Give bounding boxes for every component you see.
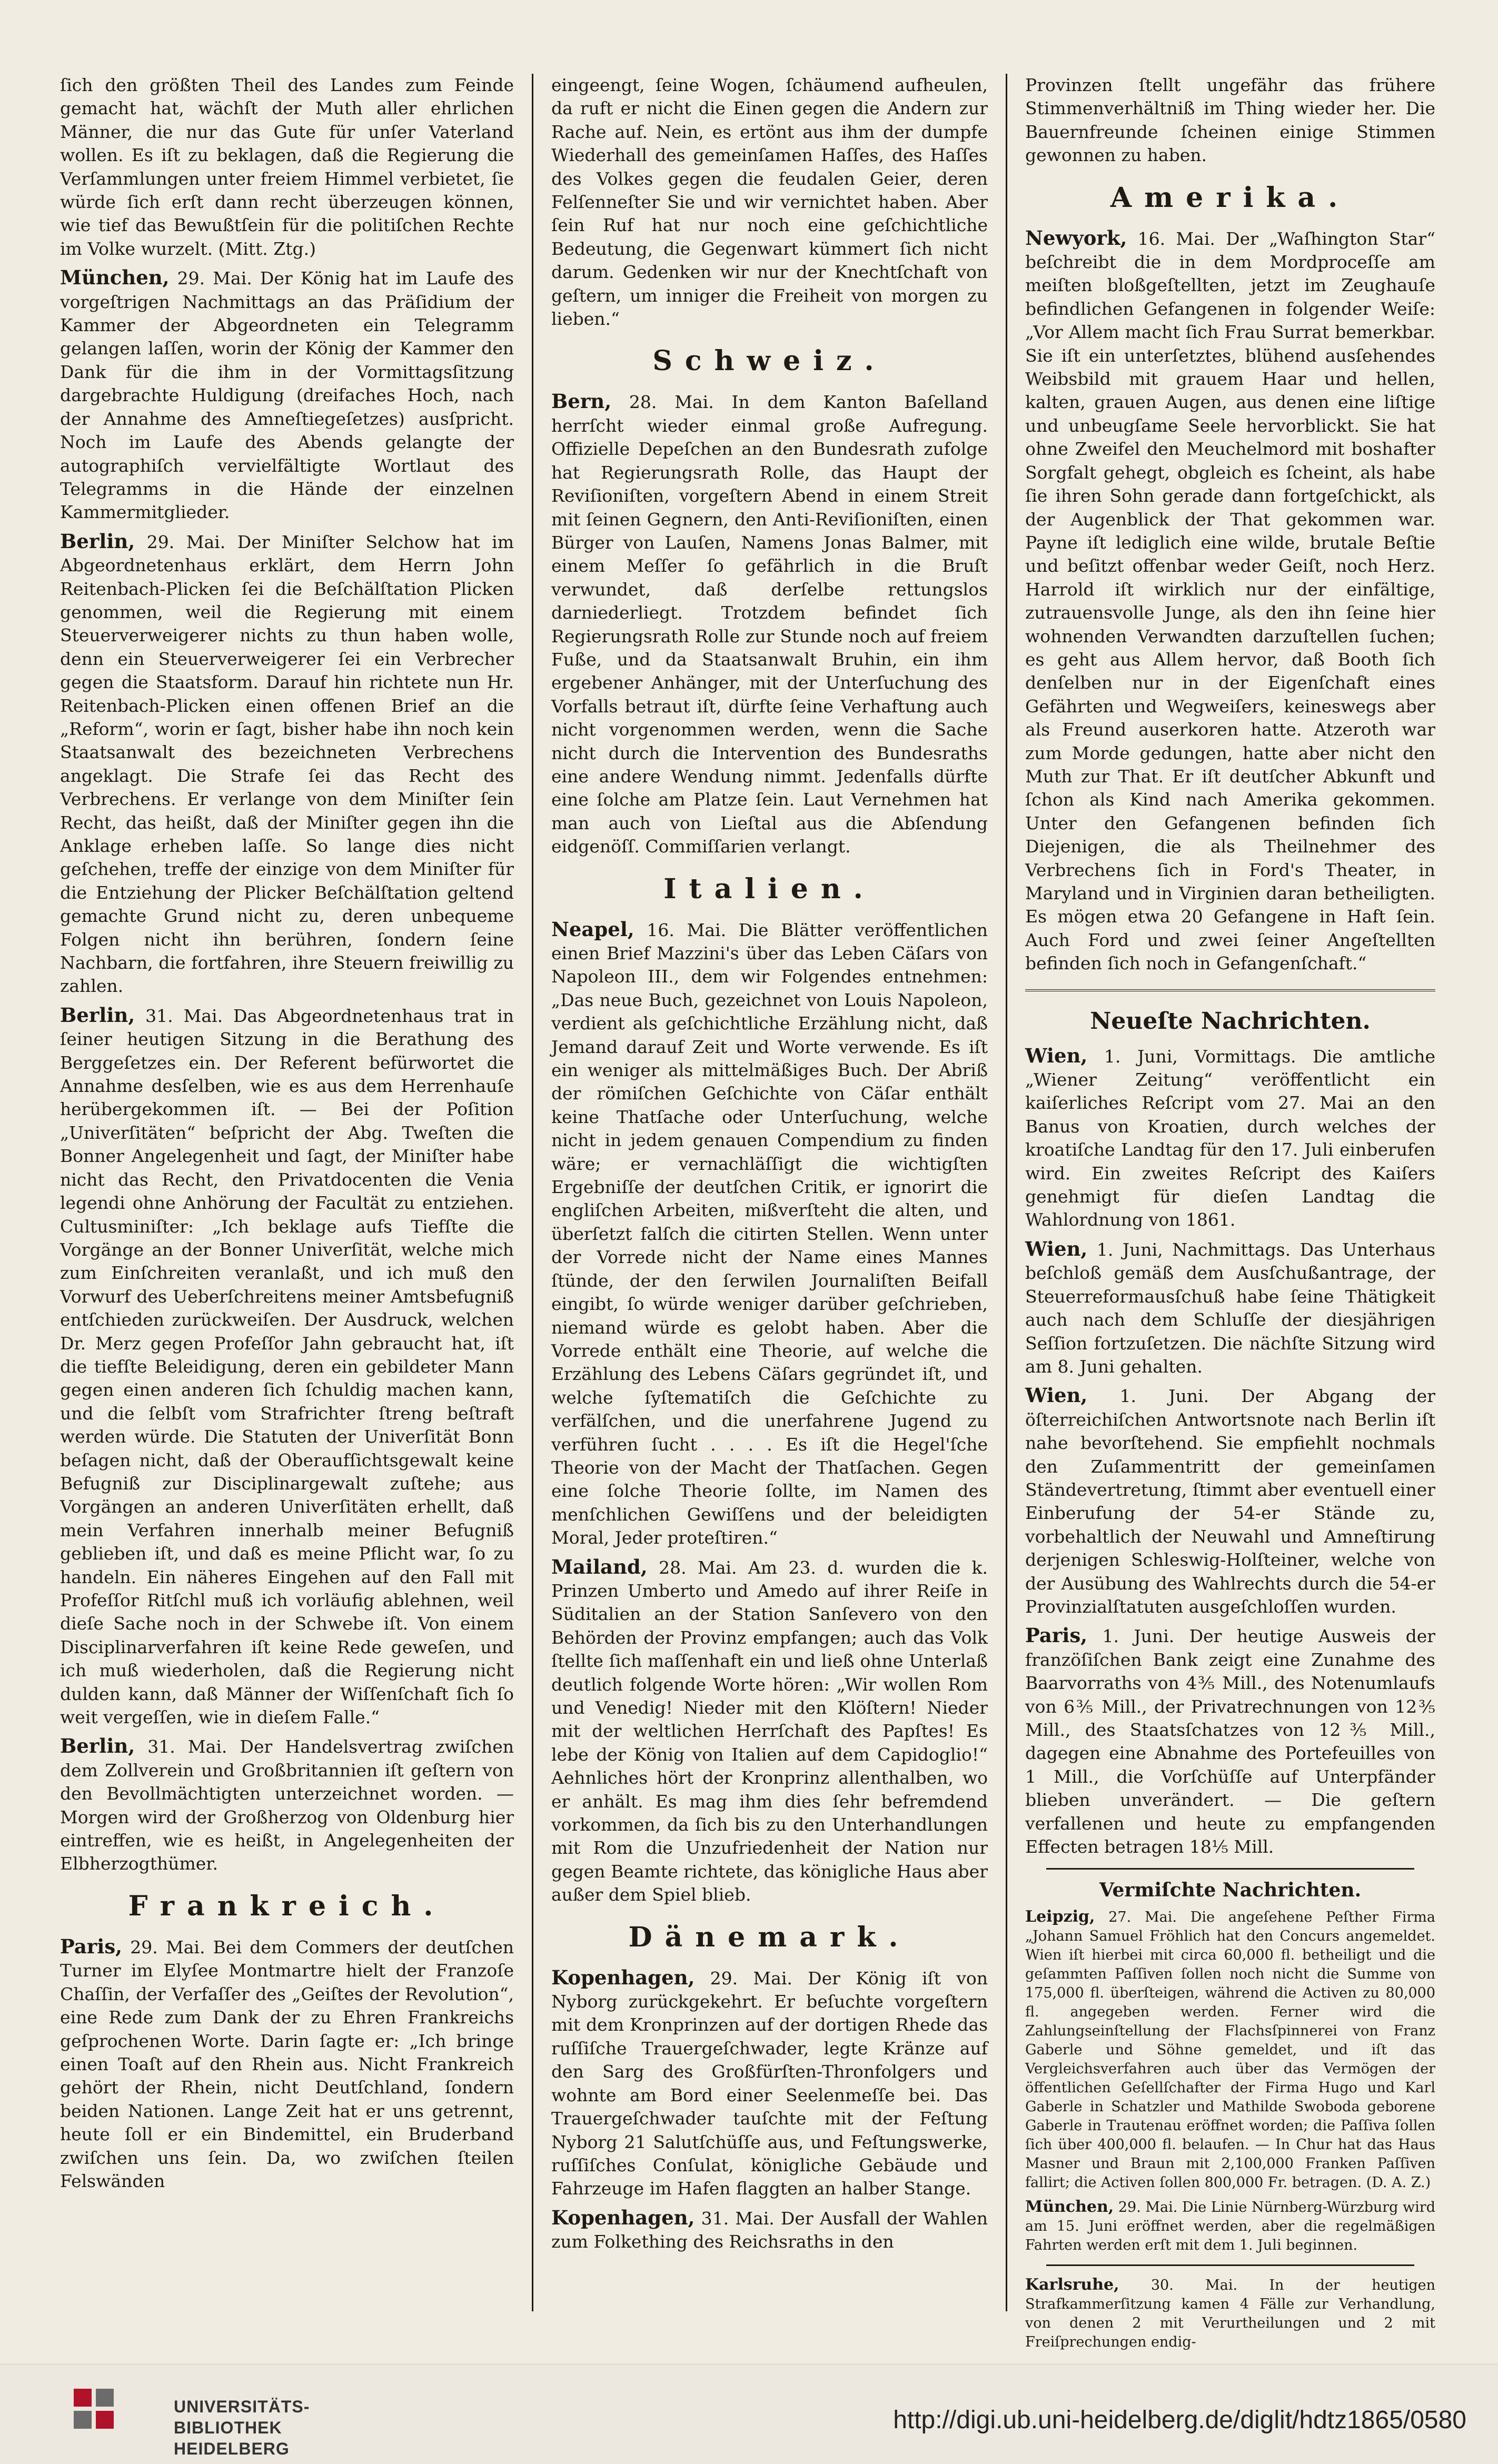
article-paragraph [60, 1004, 514, 1730]
article-text: 1. Juni, Vormittags. Die amtliche „Wiener Zeitung“ veröffentlicht ein kaiſerliches Reſcript vom 27. Mai an den Banus von Kroatien, durch welches der kroatiſche Landtag für den 17. Juli einberufen wird. Ein zweites Reſcript des Kaiſers genehmigt für dieſen Landtag die Wahlordnung von 1861. [1025, 1046, 1435, 1230]
article-paragraph [60, 530, 514, 998]
university-library-logo-icon [68, 2383, 163, 2452]
section-heading: Schweiz. [652, 345, 887, 377]
divider-rule [1046, 1868, 1414, 1870]
article-paragraph [551, 390, 988, 858]
article-text: 1. Juni. Der Abgang der öſterreichiſchen Antwortsnote nach Berlin iſt nahe bevorſtehend. Sie empfiehlt nochmals den Zuſammentritt der gemeinſamen Ständevertretung, ſtimmt aber eventuell einer Einberufung der 54-er Stände zu, vorbehaltlich der Neuwahl und Amneſtirung derjenigen Schleswig-Holſteiner, welche von der Ausübung des Wahlrechts durch die 54-er Provinzialſtatuten ausgeſchloſſen wurden. [1025, 1386, 1435, 1617]
article-text: 29. Mai. Der König iſt von Nyborg zurückgekehrt. Er beſuchte vorgeſtern mit dem Kronprinzen auf der dortigen Rhede das ruſſiſche Trauergeſchwader, legte Kränze auf den Sarg des Großfürſten-Thronfolgers und wohnte am Bord einer Seelenmeſſe bei. Das Trauergeſchwader tauſchte mit der Feſtung Nyborg 21 Salutſchüſſe aus, und Feſtungswerke, ruſſiſches Conſulat, königliche Gebäude und Fahrzeuge im Hafen flaggten an halber Stange. [551, 1968, 988, 2199]
institution-line-2: BIBLIOTHEK [174, 2418, 282, 2437]
article-paragraph [60, 1935, 514, 2193]
dateline: Berlin, [60, 529, 135, 553]
dateline: Paris, [60, 1934, 123, 1958]
dateline: München, [60, 266, 170, 290]
dateline: Wien, [1025, 1044, 1088, 1067]
small-print-block [1025, 2276, 1435, 2352]
article-paragraph [1025, 1384, 1435, 1618]
divider-rule [1046, 2264, 1414, 2266]
dateline: Mailand, [551, 1555, 648, 1578]
permalink-url[interactable]: http://digi.ub.uni-heidelberg.de/diglit/hdtz1865/0580 [893, 2406, 1466, 2434]
miscellaneous-heading: Vermiſchte Nachrichten. [1099, 1879, 1362, 1902]
article-text: 27. Mai. Die angeſehene Peſther Firma „Johann Samuel Fröhlich hat den Concurs angemeldet. Wien iſt hierbei mit circa 60,000 fl. betheiligt und die geſammten Paſſiven ſollen noch nicht die Summe von 175,000 fl. überſteigen, während die Activen zu 80,000 fl. angegeben werden. Ferner wird die Zahlungseinſtellung der Flachsſpinnerei von Franz Gaberle und Söhne gemeldet, und iſt das Vergleichsverfahren auch über das Vermögen der öffentlichen Geſellſchafter der Firma Hugo und Karl Gaberle in Schatzler und Mathilde Swoboda geborene Gaberle in Trautenau eröffnet worden; die Paſſiva ſollen ſich über 400,000 fl. belaufen. — In Chur hat das Haus Masner und Braun mit 2,100,000 Franken Paſſiven fallirt; die Activen ſollen 800,000 Fr. betragen. (D. A. Z.) [1025, 1909, 1435, 2191]
article-paragraph [551, 918, 988, 1550]
divider-rule [1025, 989, 1435, 993]
article-text: 29. Mai. Der König hat im Laufe des vorgeſtrigen Nachmittags an das Präſidium der Kammer der Abgeordneten ein Telegramm gelangen laſſen, worin der König der Kammer den Dank für die ihm in der Vormittagsſitzung dargebrachte Huldigung (dreifaches Hoch, nach der Annahme des Amneſtiegeſetzes) ausſpricht. Noch im Laufe des Abends gelangte der autographiſch vervielfältigte Wortlaut des Telegramms in die Hände der einzelnen Kammermitglieder. [60, 268, 514, 523]
institution-line-3: HEIDELBERG [174, 2439, 290, 2458]
newspaper-page [42, 74, 1453, 2351]
article-paragraph [1025, 2198, 1435, 2255]
article-paragraph [551, 1555, 988, 1907]
article-paragraph [551, 2206, 988, 2254]
article-text: 16. Mai. Die Blätter veröffentlichen einen Brief Mazzini's über das Leben Cäſars von Napoleon III., dem wir Folgendes entnehmen: „Das neue Buch, gezeichnet von Louis Napoleon, verdient als geſchichtliche Erzählung nicht, daß Jemand darauf Zeit und Worte verwende. Es iſt ein weniger als mittelmäßiges Buch. Der Abriß der römiſchen Geſchichte von Cäſar enthält keine Thatſache oder Unterſuchung, welche nicht in jedem genauen Compendium zu finden wäre; er vernachläſſigt die wichtigſten Ergebniſſe der deutſchen Critik, er ignorirt die engliſchen Arbeiten, mißverſteht die alten, und überſetzt falſch die citirten Stellen. Wenn unter der Vorrede nicht der Name eines Mannes ſtünde, der den ſerwilen Journaliſten Beifall eingibt, ſo würde weniger darüber geſchrieben, niemand würde es gelobt haben. Aber die Vorrede enthält eine Theorie, auf welche die Erzählung des Lebens Cäſars gegründet iſt, und welche ſyſtematiſch die Geſchichte zu verfälſchen, und die unerfahrene Jugend zu verführen ſucht . . . . Es iſt die Hegel'ſche Theorie von der Macht der Thatſachen. Gegen eine ſolche Theorie ſollte, im Namen des menſchlichen Gewiſſens und der beleidigten Moral, Jeder proteſtiren.“ [551, 919, 988, 1548]
latest-news-heading: Neueſte Nachrichten. [1090, 1007, 1371, 1035]
article-text: 1. Juni. Der heutige Ausweis der franzöſiſchen Bank zeigt eine Zunahme des Baarvorraths von 4⅗ Mill., des Notenumlaufs von 6⅗ Mill., der Privatrechnungen von 12⅗ Mill., des Staatsſchatzes von 12⅗ Mill., dagegen eine Abnahme des Portefeuilles von 1 Mill., die Vorſchüſſe auf Unterpfänder blieben unverändert. — Die geſtern verfallenen und heute zu empfangenden Effecten betragen 18⅕ Mill. [1025, 1626, 1435, 1857]
article-text: ſich den größten Theil des Landes zum Feinde gemacht hat, wächſt der Muth aller ehrlichen Männer, die nur das Gute für unſer Vaterland wollen. Es iſt zu beklagen, daß die Regierung die Verſammlungen unter freiem Himmel verbietet, ſie würde ſich erſt dann recht überzeugen können, wie tief das Bewußtſein für die politiſchen Rechte im Volke wurzelt. (Mitt. Ztg.) [60, 75, 514, 259]
article-text: Provinzen ſtellt ungefähr das frühere Stimmenverhältniß im Thing wieder her. Die Bauernfreunde ſcheinen einige Stimmen gewonnen zu haben. [1025, 75, 1435, 166]
article-text: 30. Mai. In der heutigen Strafkammerſitzung kamen 4 Fälle zur Verhandlung, von denen 2 mit Verurtheilungen und 2 mit Freiſprechungen endig- [1025, 2277, 1435, 2351]
dateline: Leipzig, [1025, 1907, 1095, 1926]
article-paragraph [1025, 2276, 1435, 2352]
small-print-block [1025, 1907, 1435, 2255]
article-text: 28. Mai. Am 23. d. wurden die k. Prinzen Umberto und Amedo auf ihrer Reiſe in Süditalien an der Station Sanſevero von den Behörden der Provinz empfangen; auch das Volk ſtellte ſich maſſenhaft ein und ließ ohne Unterlaß deutlich folgende Worte hören: „Wir wollen Rom und Venedig! Nieder mit den Klöſtern! Nieder mit der weltlichen Herrſchaft des Papſtes! Es lebe der König von Italien auf dem Capidoglio!“ Aehnliches hört der Kronprinz allenthalben, wo er anhält. Es mag ihm dies ſehr befremdend vorkommen, da ſich bis zu den Unterhandlungen mit Rom die Unzufriedenheit der Nation nur gegen Beamte richtete, das königliche Haus aber außer dem Spiel blieb. [551, 1557, 988, 1905]
article-paragraph [60, 74, 514, 261]
section-heading: Italien. [663, 872, 876, 905]
dateline: Neapel, [551, 917, 634, 941]
column-right [1006, 74, 1453, 2351]
article-text: 31. Mai. Das Abgeordnetenhaus trat in ſeiner heutigen Sitzung in die Berathung des Berggeſetzes ein. Der Referent befürwortet die Annahme desſelben, wie es aus dem Herrenhauſe herübergekommen iſt. — Bei der Poſition „Univerſitäten“ beſpricht der Abg. Tweſten die Bonner Angelegenheit und ſagt, der Miniſter habe nicht das Recht, den Privatdocenten die Venia legendi ohne Anhörung der Facultät zu entziehen. Cultusminiſter: „Ich beklage aufs Tiefſte die Vorgänge an der Bonner Univerſität, welche mich zum Einſchreiten veranlaßt, und ich muß den Vorwurf des Ueberſchreitens meiner Amtsbefugniß entſchieden zurückweiſen. Der Ausdruck, welchen Dr. Merz gegen Profeſſor Jahn gebraucht hat, iſt die tiefſte Beleidigung, deren ein gebildeter Mann gegen einen anderen ſich ſchuldig machen kann, und die ſelbſt vom Strafrichter ſtreng beſtraft werden würde. Die Statuten der Univerſität Bonn beſagen nicht, daß der Oberaufſichtsgewalt keine Befugniß zur Disciplinargewalt zuſtehe; aus Vorgängen an anderen Univerſitäten erhellt, daß mein Verfahren innerhalb meiner Befugniß geblieben iſt, und daß es meine Pflicht war, ſo zu handeln. Ein näheres Eingehen auf den Fall mit Profeſſor Ritſchl muß ich vorläufig ablehnen, weil dieſe Sache noch in der Schwebe iſt. Von einem Disciplinarverfahren iſt keine Rede geweſen, und ich muß wiederholen, daß die Regierung nicht dulden kann, daß Männer der Wiſſenſchaft ſich ſo weit vergeſſen, wie in dieſem Falle.“ [60, 1005, 514, 1728]
article-paragraph [551, 74, 988, 331]
article-text: 29. Mai. Bei dem Commers der deutſchen Turner im Elyſee Montmartre hielt der Franzoſe Chaſſin, der Verfaſſer des „Geiſtes der Revolution“, eine Rede zum Dank der zu Ehren Frankreichs geſprochenen Worte. Darin ſagte er: „Ich bringe einen Toaſt auf den Rhein aus. Nicht Frankreich gehört der Rhein, nicht Deutſchland, ſondern beiden Nationen. Lange Zeit hat er uns getrennt, heute ſoll er ein Bindemittel, ein Bruderband zwiſchen uns ſein. Da, wo zwiſchen ſteilen Felswänden [60, 1936, 514, 2191]
dateline: Kopenhagen, [551, 1965, 695, 1989]
article-paragraph [1025, 74, 1435, 167]
dateline: Wien, [1025, 1384, 1088, 1407]
dateline: Berlin, [60, 1734, 135, 1758]
dateline: Berlin, [60, 1003, 135, 1027]
dateline: Wien, [1025, 1237, 1088, 1260]
article-text: 29. Mai. Der Miniſter Selchow hat im Abgeordnetenhaus erklärt, dem Herrn John Reitenbach-Plicken ſei die Beſchälſtation Plicken genommen, weil die Regierung mit einem Steuerverweigerer nichts zu thun haben wolle, denn ein Steuerverweigerer ſei ein Verbrecher gegen die Staatsform. Darauf hin richtete nun Hr. Reitenbach-Plicken einen offenen Brief an die „Reform“, worin er ſagt, bisher habe ihn noch kein Staatsanwalt des bezeichneten Verbrechens angeklagt. Die Strafe ſei das Recht des Verbrechens. Er verlange von dem Miniſter ſein Recht, das heißt, daß der Miniſter gegen ihn die Anklage erheben laſſe. So lange dies nicht geſchehen, treffe der einzige von dem Miniſter für die Entziehung der Plicker Beſchälſtation geltend gemachte Grund nicht zu, deren unbequeme Folgen nicht ihn berühren, ſondern ſeine Nachbarn, die fortfahren, ihre Steuern freiwillig zu zahlen. [60, 531, 514, 997]
article-text: 29. Mai. Die Linie Nürnberg-Würzburg wird am 15. Juni eröffnet werden, aber die regelmäßigen Fahrten werden erſt mit dem 1. Juli beginnen. [1025, 2199, 1435, 2254]
article-text: 28. Mai. In dem Kanton Baſelland herrſcht wieder einmal große Aufregung. Offizielle Depeſchen an den Bundesrath zufolge hat Regierungsrath Rolle, das Haupt der Reviſioniſten, vorgeſtern Abend in einem Streit mit ſeinen Gegnern, den Anti-Reviſioniſten, einen Bürger von Lauſen, Namens Jonas Balmer, mit einem Meſſer ſo gefährlich in die Bruſt verwundet, daß derſelbe rettungslos darniederliegt. Trotzdem befindet ſich Regierungsrath Rolle zur Stunde noch auf freiem Fuße, und da Staatsanwalt Bruhin, ein ihm ergebener Anhänger, mit der Unterſuchung des Vorfalls betraut iſt, dürfte ſeine Verhaftung auch nicht vorgenommen werden, wenn die Sache nicht durch die Intervention des Bundesraths eine andere Wendung nimmt. Jedenfalls dürfte eine ſolche am Platze ſein. Laut Vernehmen hat man auch von Lieſtal aus die Abſendung eidgenöſſ. Commiſſarien verlangt. [551, 392, 988, 857]
column-middle [532, 74, 1006, 2311]
dateline: Karlsruhe, [1025, 2276, 1119, 2294]
institution-name [174, 2396, 310, 2459]
article-paragraph [1025, 226, 1435, 976]
article-text: 31. Mai. Der Ausfall der Wahlen zum Folkething des Reichsraths in den [551, 2208, 988, 2252]
dateline: Kopenhagen, [551, 2205, 695, 2229]
article-text: 31. Mai. Der Handelsvertrag zwiſchen dem Zollverein und Großbritannien iſt geſtern von den Bevollmächtigten unterzeichnet worden. — Morgen wird der Großherzog von Oldenburg hier eintreffen, wie es heißt, in Angelegenheiten der Elbherzogthümer. [60, 1736, 514, 1874]
dateline: Paris, [1025, 1624, 1088, 1647]
section-heading: Amerika. [1110, 181, 1351, 214]
institution-line-1: UNIVERSITÄTS- [174, 2397, 310, 2416]
article-text: eingeengt, ſeine Wogen, ſchäumend aufheulen, da ruft er nicht die Einen gegen die Andern zur Rache auf. Nein, es ertönt aus ihm der dumpfe Wiederhall des gemeinſamen Haſſes, des Haſſes des Volkes gegen die feudalen Geier, deren Felſenneſter Sie und wir vernichtet haben. Aber ſein Ruf hat nur noch eine geſchichtliche Bedeutung, die Gegenwart kümmert ſich nicht darum. Gedenken wir nur der Knechtſchaft von geſtern, um inniger die Freiheit von morgen zu lieben.“ [551, 75, 988, 330]
article-paragraph [1025, 1237, 1435, 1378]
article-paragraph [60, 266, 514, 524]
dateline: München, [1025, 2198, 1114, 2217]
column-left [42, 74, 532, 2311]
article-paragraph [60, 1734, 514, 1875]
article-paragraph [1025, 1907, 1435, 2192]
section-heading: Frankreich. [128, 1890, 446, 1922]
article-text: 1. Juni, Nachmittags. Das Unterhaus beſchloß gemäß dem Ausſchußantrage, der Steuerreformausſchuß habe ſeine Thätigkeit auch nach dem Schluſſe der diesjährigen Seſſion fortzuſetzen. Die nächſte Sitzung wird am 8. Juni gehalten. [1025, 1239, 1435, 1377]
article-paragraph [551, 1966, 988, 2201]
footer-bar [0, 2364, 1498, 2464]
section-heading: Dänemark. [628, 1921, 911, 1953]
dateline: Bern, [551, 390, 612, 413]
article-paragraph [1025, 1044, 1435, 1232]
article-paragraph [1025, 1624, 1435, 1859]
article-text: 16. Mai. Der „Waſhington Star“ beſchreibt die in dem Mordproceſſe am meiſten bloßgeſtellten, jetzt im Zeughauſe befindlichen Gefangenen in folgender Weiſe: „Vor Allem macht ſich Frau Surrat bemerkbar. Sie iſt ein unterſetztes, blühend ausſehendes Weibsbild mit grauem Haar und hellen, kalten, grauen Augen, aus denen eine liſtige und unbeugſame Seele hervorblickt. Sie hat ohne Zweifel den Meuchelmord mit boshafter Sorgfalt gehegt, obgleich es ſcheint, als habe ſie ihren Sohn gerade dann fortgeſchickt, als der Augenblick der That gekommen war. Payne iſt lediglich eine wilde, brutale Beſtie und beſitzt offenbar weder Geiſt, noch Herz. Harrold iſt wirklich nur der einfältige, zutrauensvolle Junge, als den ihn ſeine hier wohnenden Verwandten darzuſtellen ſuchen; es geht aus Allem hervor, daß Booth ſich denſelben nur in der Eigenſchaft eines Gefährten und Wegweiſers, keineswegs aber als Freund auserkoren hatte. Atzeroth war zum Morde gedungen, hatte aber nicht den Muth zur That. Er iſt deutſcher Abkunft und ſchon als Kind nach Amerika gekommen. Unter den Gefangenen befinden ſich Diejenigen, die als Theilnehmer des Verbrechens ſich in Ford's Theater, in Maryland und in Virginien daran betheiligten. Es mögen etwa 20 Gefangene in Haft ſein. Auch Ford und zwei ſeiner Angeſtellten befinden ſich noch in Gefangenſchaft.“ [1025, 228, 1435, 974]
dateline: Newyork, [1025, 226, 1127, 250]
